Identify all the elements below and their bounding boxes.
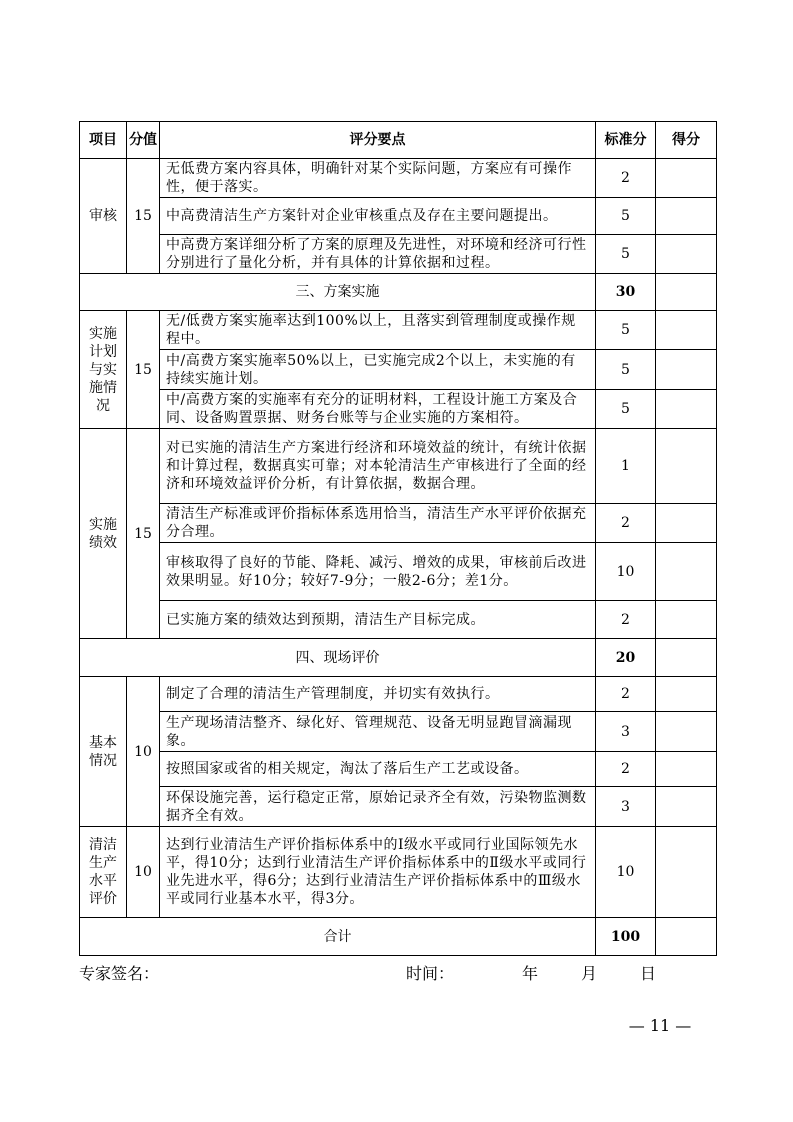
table-row (80, 543, 717, 601)
table-row (80, 601, 717, 639)
total-score-cell[interactable] (656, 918, 717, 956)
requirement-text: 审核取得了良好的节能、降耗、减污、增效的成果，审核前后改进效果明显。好10分；较好7-9分；一般2-6分；差1分。 (160, 543, 596, 601)
month-label: 月 (581, 964, 598, 983)
standard-score: 2 (596, 504, 656, 543)
standard-score: 5 (596, 235, 656, 274)
standard-score: 5 (596, 311, 656, 350)
signature-line (79, 962, 719, 986)
standard-score: 2 (596, 752, 656, 787)
standard-score: 10 (596, 827, 656, 918)
table-header-row (80, 122, 717, 159)
standard-score: 3 (596, 787, 656, 827)
page-number: — 11 — (628, 1016, 692, 1035)
requirement-text: 清洁生产标准或评价指标体系选用恰当，清洁生产水平评价依据充分合理。 (160, 504, 596, 543)
score-cell[interactable] (656, 543, 717, 601)
standard-score: 10 (596, 543, 656, 601)
score-cell[interactable] (656, 827, 717, 918)
total-score: 100 (596, 918, 656, 956)
section-title: 四、现场评价 (80, 639, 596, 677)
group-points: 15 (127, 311, 160, 429)
standard-score: 5 (596, 198, 656, 235)
score-cell[interactable] (656, 198, 717, 235)
section-score: 20 (596, 639, 656, 677)
table-row (80, 311, 717, 350)
standard-score: 2 (596, 159, 656, 198)
group-item-implementation-plan: 实施计划与实施情况 (80, 311, 127, 429)
group-points: 10 (127, 827, 160, 918)
expert-signature-label: 专家签名： (79, 964, 160, 983)
table-row (80, 159, 717, 198)
group-item-performance: 实施绩效 (80, 429, 127, 639)
year-label: 年 (522, 964, 539, 983)
requirement-text: 已实施方案的绩效达到预期，清洁生产目标完成。 (160, 601, 596, 639)
total-row (80, 918, 717, 956)
requirement-text: 环保设施完善，运行稳定正常，原始记录齐全有效，污染物监测数据齐全有效。 (160, 787, 596, 827)
score-cell[interactable] (656, 712, 717, 752)
total-label: 合计 (80, 918, 596, 956)
requirement-text: 中高费方案详细分析了方案的原理及先进性，对环境和经济可行性分别进行了量化分析，并有具体的计算依据和过程。 (160, 235, 596, 274)
requirement-text: 无/低费方案实施率达到100%以上，且落实到管理制度或操作规程中。 (160, 311, 596, 350)
requirement-text: 中/高费方案实施率50%以上，已实施完成2个以上，未实施的有持续实施计划。 (160, 350, 596, 390)
standard-score: 2 (596, 601, 656, 639)
standard-score: 5 (596, 350, 656, 390)
header-score: 得分 (656, 122, 717, 159)
section-score: 30 (596, 274, 656, 311)
standard-score: 3 (596, 712, 656, 752)
table-row (80, 198, 717, 235)
table-row (80, 752, 717, 787)
header-item: 项目 (80, 122, 127, 159)
section-row (80, 274, 717, 311)
requirement-text: 按照国家或省的相关规定，淘汰了落后生产工艺或设备。 (160, 752, 596, 787)
table-row (80, 787, 717, 827)
requirement-text: 无低费方案内容具体，明确针对某个实际问题，方案应有可操作性，便于落实。 (160, 159, 596, 198)
table-row (80, 235, 717, 274)
group-item-basic-situation: 基本情况 (80, 677, 127, 827)
score-cell[interactable] (656, 311, 717, 350)
group-item-audit: 审核 (80, 159, 127, 274)
requirement-text: 对已实施的清洁生产方案进行经济和环境效益的统计，有统计依据和计算过程，数据真实可靠；对本轮清洁生产审核进行了全面的经济和环境效益评价分析，有计算依据，数据合理。 (160, 429, 596, 504)
time-label: 时间： (406, 964, 455, 983)
requirement-text: 制定了合理的清洁生产管理制度，并切实有效执行。 (160, 677, 596, 712)
section-row (80, 639, 717, 677)
score-cell[interactable] (656, 677, 717, 712)
requirement-text: 生产现场清洁整齐、绿化好、管理规范、设备无明显跑冒滴漏现象。 (160, 712, 596, 752)
score-cell[interactable] (656, 752, 717, 787)
table-row (80, 712, 717, 752)
requirement-text: 达到行业清洁生产评价指标体系中的Ⅰ级水平或同行业国际领先水平，得10分；达到行业清洁生产评价指标体系中的Ⅱ级水平或同行业先进水平，得6分；达到行业清洁生产评价指标体系中的Ⅲ级水平或同行业基本水平，得3分。 (160, 827, 596, 918)
score-cell[interactable] (656, 639, 717, 677)
score-cell[interactable] (656, 601, 717, 639)
standard-score: 5 (596, 390, 656, 429)
score-cell[interactable] (656, 350, 717, 390)
scoring-table (79, 121, 717, 956)
table-row (80, 677, 717, 712)
group-points: 10 (127, 677, 160, 827)
header-points: 分值 (127, 122, 160, 159)
standard-score: 2 (596, 677, 656, 712)
score-cell[interactable] (656, 235, 717, 274)
score-cell[interactable] (656, 159, 717, 198)
score-cell[interactable] (656, 787, 717, 827)
requirement-text: 中/高费方案的实施率有充分的证明材料，工程设计施工方案及合同、设备购置票据、财务台账等与企业实施的方案相符。 (160, 390, 596, 429)
standard-score: 1 (596, 429, 656, 504)
score-cell[interactable] (656, 504, 717, 543)
table-row (80, 504, 717, 543)
table-row (80, 350, 717, 390)
section-title: 三、方案实施 (80, 274, 596, 311)
header-standard-score: 标准分 (596, 122, 656, 159)
score-cell[interactable] (656, 429, 717, 504)
score-cell[interactable] (656, 274, 717, 311)
score-cell[interactable] (656, 390, 717, 429)
table-row (80, 390, 717, 429)
day-label: 日 (640, 964, 657, 983)
table-row (80, 429, 717, 504)
group-points: 15 (127, 429, 160, 639)
group-item-cleaner-production-level: 清洁生产水平评价 (80, 827, 127, 918)
table-row (80, 827, 717, 918)
requirement-text: 中高费清洁生产方案针对企业审核重点及存在主要问题提出。 (160, 198, 596, 235)
group-points: 15 (127, 159, 160, 274)
header-requirements: 评分要点 (160, 122, 596, 159)
